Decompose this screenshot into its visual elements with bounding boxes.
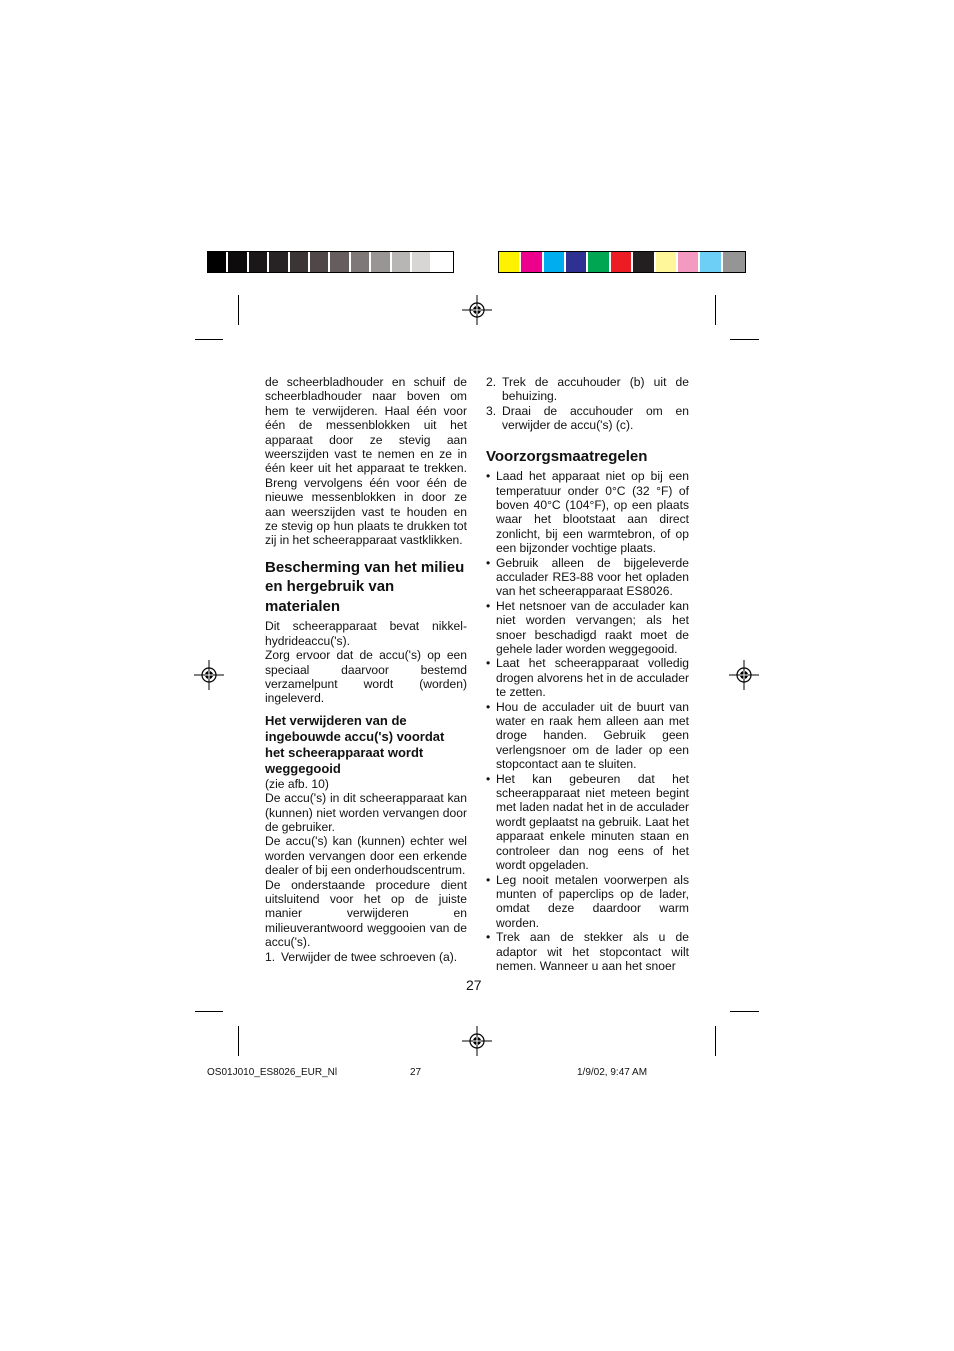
color-calibration-bar (498, 251, 746, 273)
registration-mark-icon (462, 295, 492, 325)
list-item: 2. Trek de accuhouder (b) uit de behuizing. (486, 375, 689, 404)
registration-mark-icon (462, 1026, 492, 1056)
removal-paragraph-3: De onderstaande procedure dient uitsluitend voor het op de juiste manier verwijderen en milieuverantwoord weggooien van de accu('s). (265, 877, 467, 950)
figure-reference: (zie afb. 10) (265, 776, 329, 791)
crop-mark (730, 339, 759, 340)
list-item: • Leg nooit metalen voorwerpen als munten of paperclips op de lader, omdat deze daardoor warm worden. (486, 873, 689, 931)
gray-swatch (392, 252, 412, 272)
list-item: • Gebruik alleen de bijgeleverde acculader RE3-88 voor het opladen van het scheerapparaat ES8026. (486, 556, 689, 599)
gray-swatch (269, 252, 289, 272)
gray-swatch (290, 252, 310, 272)
removal-paragraph-2: De accu('s) kan (kunnen) echter wel worden vervangen door een erkende dealer of bij een onderhoudscentrum. (265, 834, 467, 878)
color-swatch (611, 252, 633, 272)
removal-steps (265, 950, 467, 964)
footer-timestamp: 1/9/02, 9:47 AM (577, 1067, 648, 1078)
crop-mark (715, 295, 716, 325)
footer-page: 27 (410, 1067, 422, 1078)
left-column (265, 375, 467, 964)
color-swatch (544, 252, 566, 272)
crop-mark (238, 295, 239, 325)
color-swatch (700, 252, 722, 272)
precautions-list (486, 469, 689, 973)
heading-battery-removal: Het verwijderen van de ingebouwde accu('s) voordat het scheerapparaat wordt weggegooid (265, 712, 445, 776)
gray-swatch (310, 252, 330, 272)
list-item: • Laat het scheerapparaat volledig drogen alvorens het in de acculader te zetten. (486, 656, 689, 699)
color-swatch (678, 252, 700, 272)
grayscale-calibration-bar (207, 251, 454, 273)
list-item: 1. Verwijder de twee schroeven (a). (265, 949, 458, 964)
page-number: 27 (466, 977, 482, 993)
gray-swatch (371, 252, 391, 272)
crop-mark (238, 1026, 239, 1056)
list-item: • Het kan gebeuren dat het scheerapparaat niet meteen begint met laden nadat het in de acculader wordt geplaatst na gebruik. Laat het apparaat enkele minuten staan en controleer dan nog eens of het wordt opgeladen. (486, 772, 689, 873)
color-swatch (588, 252, 610, 272)
heading-precautions: Voorzorgsmaatregelen (486, 447, 648, 465)
gray-swatch (249, 252, 269, 272)
gray-swatch (330, 252, 350, 272)
registration-mark-icon (194, 660, 224, 690)
list-item: • Laad het apparaat niet op bij een temperatuur onder 0°C (32 °F) of boven 40°C (104°F), op een plaats waar het blootstaat aan direct zonlicht, bij een warmtebron, of op een bijzonder vochtige plaats. (486, 469, 689, 555)
footer-filename: OS01J010_ES8026_EUR_Nl (207, 1067, 338, 1078)
color-swatch (633, 252, 655, 272)
gray-swatch (351, 252, 371, 272)
list-item: • Hou de acculader uit de buurt van water en raak hem alleen aan met droge handen. Gebruik geen verlengsnoer om de lader op een stopcontact aan te sluiten. (486, 700, 689, 772)
removal-steps-continued (486, 375, 689, 433)
gray-swatch (228, 252, 248, 272)
color-swatch (656, 252, 678, 272)
crop-mark (195, 339, 223, 340)
environment-paragraph-1: Dit scheerapparaat bevat nikkel-hydrideaccu('s). (265, 619, 467, 648)
crop-mark (715, 1026, 716, 1056)
gray-swatch (412, 252, 432, 272)
color-swatch (521, 252, 543, 272)
intro-paragraph: de scheerbladhouder en schuif de scheerbladhouder naar boven om hem te verwijderen. Haal één voor één de messenblokken uit het apparaat door ze stevig aan weerszijden vast te nemen en ze in één keer uit het apparaat te trekken. Breng vervolgens één voor één de nieuwe messenblokken in door ze aan weerszijden vast te houden en ze stevig op hun plaats te drukken tot zij in het scheerapparaat vastklikken. (265, 375, 467, 548)
color-swatch (723, 252, 745, 272)
color-swatch (499, 252, 521, 272)
gray-swatch (208, 252, 228, 272)
crop-mark (730, 1011, 759, 1012)
list-item: 3. Draai de accuhouder om en verwijder de accu('s) (c). (486, 403, 689, 433)
list-item: • Trek aan de stekker als u de adaptor wit het stopcontact wilt nemen. Wanneer u aan het snoer (486, 930, 689, 973)
right-column (486, 375, 689, 973)
environment-paragraph-2: Zorg ervoor dat de accu('s) op een speciaal daarvoor bestemd verzamelpunt wordt (worden) ingeleverd. (265, 648, 467, 706)
removal-paragraph-1: De accu('s) in dit scheerapparaat kan (kunnen) niet worden vervangen door de gebruiker. (265, 791, 467, 835)
color-swatch (566, 252, 588, 272)
crop-mark (195, 1011, 223, 1012)
heading-environment: Bescherming van het milieu en hergebruik van materialen (265, 558, 465, 615)
list-item: • Het netsnoer van de acculader kan niet worden vervangen; als het snoer beschadigd raakt moet de gehele lader worden weggegooid. (486, 599, 689, 657)
registration-mark-icon (729, 660, 759, 690)
gray-swatch (432, 252, 452, 272)
